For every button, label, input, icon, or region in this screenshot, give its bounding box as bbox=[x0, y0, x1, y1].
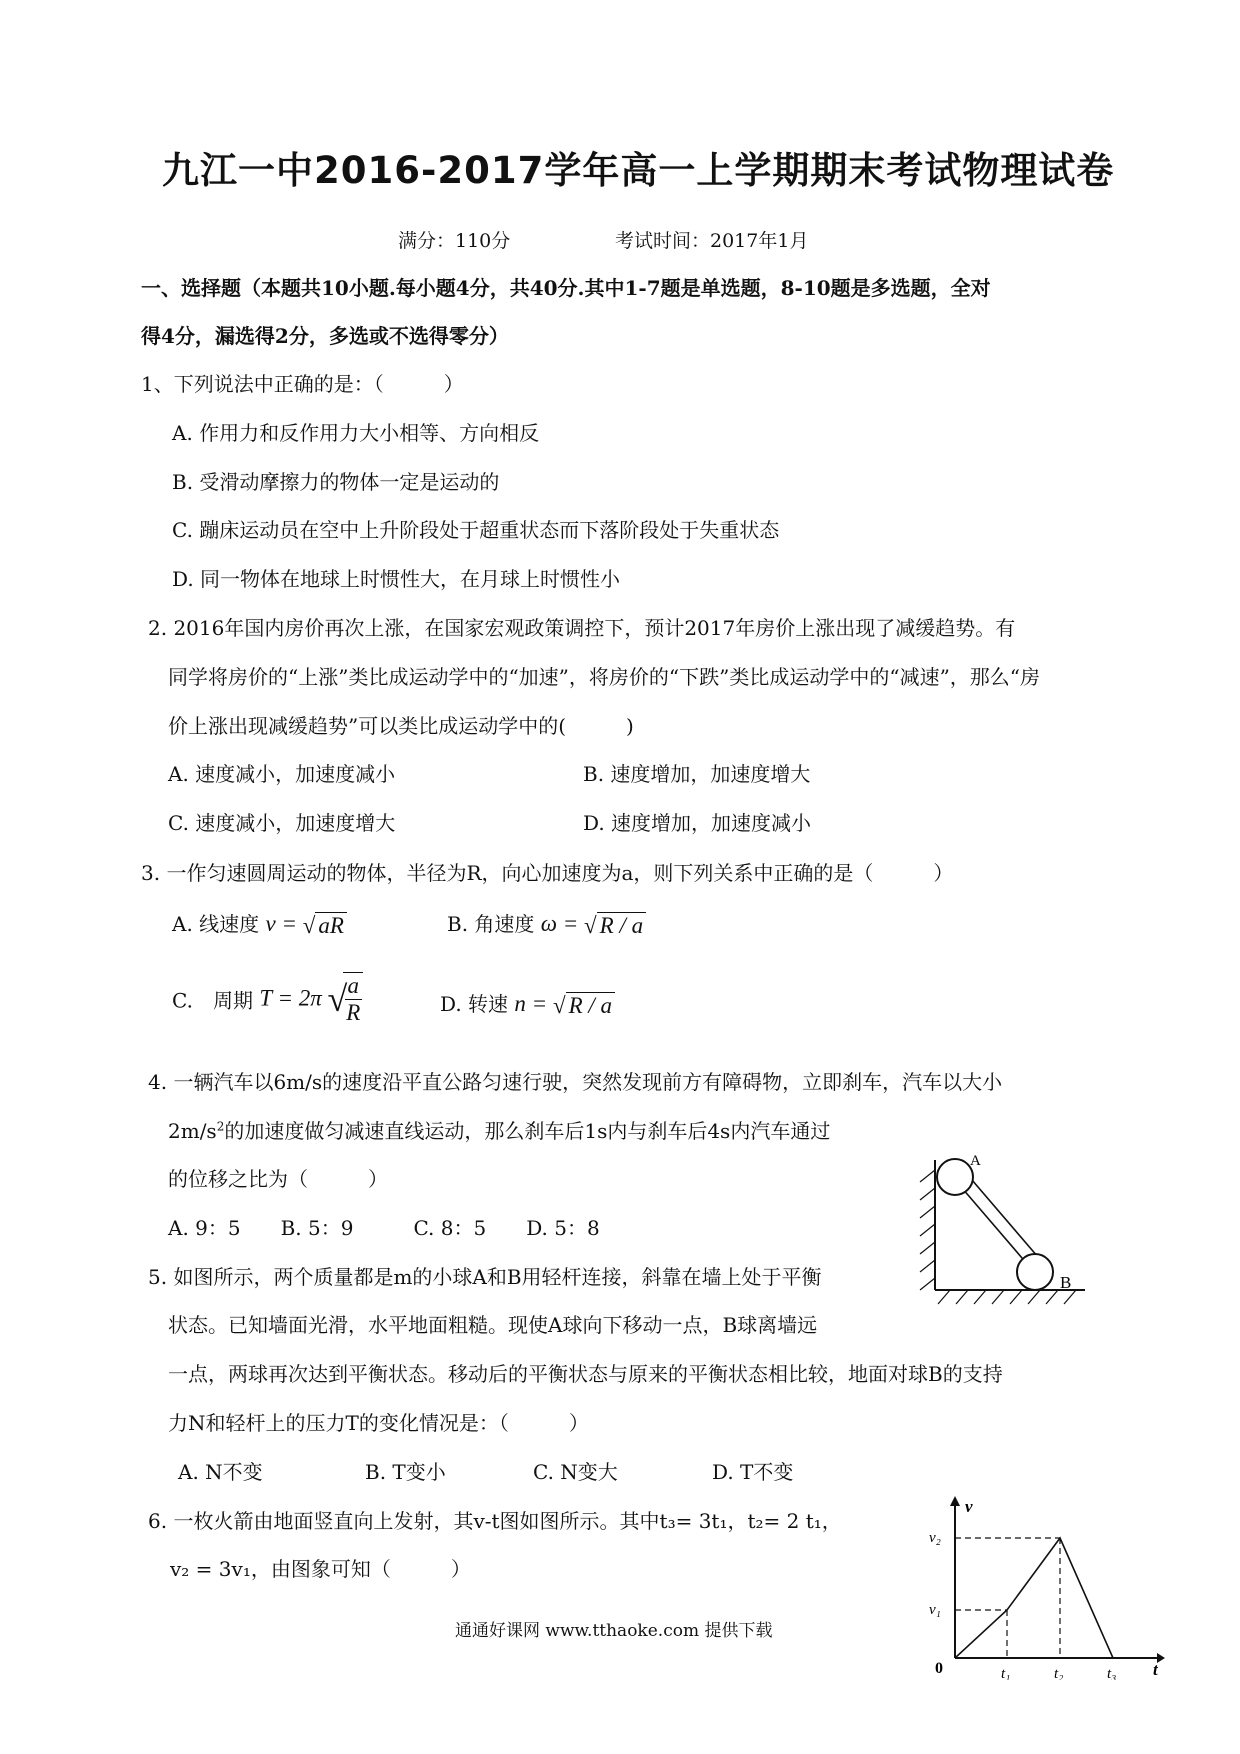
t2-label: t₂ bbox=[1054, 1666, 1064, 1680]
question-4-line2 bbox=[168, 1115, 830, 1144]
option-a-formula bbox=[265, 911, 347, 939]
v-axis-arrow bbox=[950, 1496, 960, 1506]
question-3-stem: 3. 一作匀速圆周运动的物体，半径为R，向心加速度为a，则下列关系中正确的是（ ） bbox=[141, 861, 954, 885]
section-heading-line2: 得4分，漏选得2分，多选或不选得零分） bbox=[141, 324, 509, 348]
fraction-numerator: a bbox=[345, 973, 363, 1000]
sqrt-symbol: √ R / a bbox=[553, 992, 615, 1019]
question-5-line3: 一点，两球再次达到平衡状态。移动后的平衡状态与原来的平衡状态相比较，地面对球B的支持 bbox=[168, 1362, 1003, 1386]
dashed-guides bbox=[955, 1538, 1060, 1658]
question-5-option-b: B. T变小 bbox=[365, 1460, 446, 1484]
question-5-line4: 力N和轻杆上的压力T的变化情况是：（ ） bbox=[168, 1411, 589, 1435]
question-4-options: A. 9：5 B. 5：9 C. 8：5 D. 5：8 bbox=[168, 1216, 600, 1240]
question-3-option-a bbox=[172, 908, 347, 939]
option-c-formula bbox=[259, 973, 363, 1025]
question-5-line2: 状态。已知墙面光滑，水平地面粗糙。现使A球向下移动一点，B球离墙远 bbox=[168, 1313, 818, 1337]
ball-b-label: B bbox=[1060, 1273, 1072, 1292]
option-a-lhs: v = bbox=[265, 911, 298, 936]
sqrt-symbol: √ R / a bbox=[584, 912, 646, 939]
question-3-option-d bbox=[440, 988, 615, 1019]
option-c-lhs: T = 2π bbox=[259, 986, 322, 1011]
question-3-option-b bbox=[447, 908, 646, 939]
question-1-option-b: B. 受滑动摩擦力的物体一定是运动的 bbox=[172, 470, 500, 494]
question-2-option-d: D. 速度增加，加速度减小 bbox=[583, 811, 812, 835]
question-6-line1: 6. 一枚火箭由地面竖直向上发射，其v-t图如图所示。其中t₃= 3t₁，t₂= 2 t₁， bbox=[148, 1509, 842, 1533]
fraction-denominator: R bbox=[346, 1000, 361, 1025]
question-5-figure bbox=[910, 1150, 1090, 1310]
question-5-option-d: D. T不变 bbox=[712, 1460, 794, 1484]
option-b-label: B. 角速度 bbox=[447, 912, 535, 936]
t3-label: t₃ bbox=[1107, 1666, 1117, 1680]
question-4-line1: 4. 一辆汽车以6m/s的速度沿平直公路匀速行驶，突然发现前方有障碍物，立即刹车，汽车以大小 bbox=[148, 1070, 1003, 1094]
acceleration-unit: 2m/s bbox=[168, 1119, 217, 1143]
ball-a bbox=[937, 1159, 973, 1195]
option-b-formula bbox=[540, 911, 646, 939]
question-2-option-b: B. 速度增加，加速度增大 bbox=[583, 762, 811, 786]
question-5-option-a: A. N不变 bbox=[178, 1460, 263, 1484]
rod-edge bbox=[972, 1180, 1038, 1257]
full-score: 满分：110分 bbox=[398, 230, 511, 252]
wall-hatching bbox=[920, 1170, 935, 1290]
question-1-option-c: C. 蹦床运动员在空中上升阶段处于超重状态而下落阶段处于失重状态 bbox=[172, 518, 780, 542]
question-5-line1: 5. 如图所示，两个质量都是m的小球A和B用轻杆连接，斜靠在墙上处于平衡 bbox=[148, 1265, 822, 1289]
unit-exponent: 2 bbox=[216, 1119, 225, 1134]
vt-curve bbox=[955, 1538, 1113, 1658]
question-1-option-a: A. 作用力和反作用力大小相等、方向相反 bbox=[172, 421, 540, 445]
exam-time: 考试时间：2017年1月 bbox=[615, 230, 809, 252]
ball-b bbox=[1017, 1254, 1053, 1290]
option-d-lhs: n = bbox=[514, 991, 548, 1016]
ground-hatching bbox=[938, 1290, 1076, 1304]
section-heading-line1: 一、选择题（本题共10小题.每小题4分，共40分.其中1-7题是单选题，8-10题是多选题，全对 bbox=[141, 276, 991, 300]
question-6-vt-graph bbox=[925, 1490, 1165, 1680]
option-c-label: C. 周期 bbox=[172, 988, 253, 1013]
t1-label: t₁ bbox=[1001, 1666, 1011, 1680]
question-5-option-c: C. N变大 bbox=[533, 1460, 618, 1484]
v1-label: v₁ bbox=[929, 1602, 941, 1618]
t-axis-label: t bbox=[1153, 1660, 1158, 1679]
option-d-radicand: R / a bbox=[566, 992, 615, 1019]
v-axis-label: v bbox=[965, 1497, 973, 1516]
sqrt-symbol: √ bbox=[327, 979, 348, 1019]
option-b-lhs: ω = bbox=[540, 911, 579, 936]
option-b-radicand: R / a bbox=[597, 912, 646, 939]
option-a-radicand: aR bbox=[315, 912, 347, 939]
question-2-option-c: C. 速度减小，加速度增大 bbox=[168, 811, 396, 835]
ball-a-label: A bbox=[970, 1153, 981, 1169]
question-2-line3: 价上涨出现减缓趋势”可以类比成运动学中的( ) bbox=[168, 714, 634, 738]
origin-label: 0 bbox=[935, 1660, 943, 1677]
question-4-line2-text: 的加速度做匀减速直线运动，那么刹车后1s内与刹车后4s内汽车通过 bbox=[224, 1119, 831, 1143]
question-6-line2: v₂ = 3v₁，由图象可知（ ） bbox=[170, 1557, 471, 1581]
question-1-stem: 1、下列说法中正确的是：（ ） bbox=[141, 372, 464, 396]
page-title: 九江一中2016-2017学年高一上学期期末考试物理试卷 bbox=[162, 149, 1115, 192]
t-axis-arrow bbox=[1157, 1653, 1165, 1663]
option-d-label: D. 转速 bbox=[440, 992, 509, 1016]
question-2-option-a: A. 速度减小，加速度减小 bbox=[168, 762, 396, 786]
question-2-line2: 同学将房价的“上涨”类比成运动学中的“加速”，将房价的“下跌”类比成运动学中的“减速”，那么“房 bbox=[168, 665, 1041, 689]
sqrt-symbol: √ aR bbox=[303, 912, 347, 939]
option-d-formula bbox=[514, 991, 615, 1019]
question-3-option-c bbox=[172, 972, 363, 1026]
v2-label: v₂ bbox=[929, 1530, 941, 1546]
rod-edge bbox=[962, 1188, 1028, 1265]
question-1-option-d: D. 同一物体在地球上时惯性大，在月球上时惯性小 bbox=[172, 567, 621, 591]
footer-credit: 通通好课网 www.tthaoke.com 提供下载 bbox=[455, 1621, 773, 1641]
option-a-label: A. 线速度 bbox=[172, 912, 260, 936]
question-2-line1: 2. 2016年国内房价再次上涨，在国家宏观政策调控下，预计2017年房价上涨出现了减缓趋势。有 bbox=[148, 616, 1016, 640]
question-4-line3: 的位移之比为（ ） bbox=[168, 1167, 388, 1191]
